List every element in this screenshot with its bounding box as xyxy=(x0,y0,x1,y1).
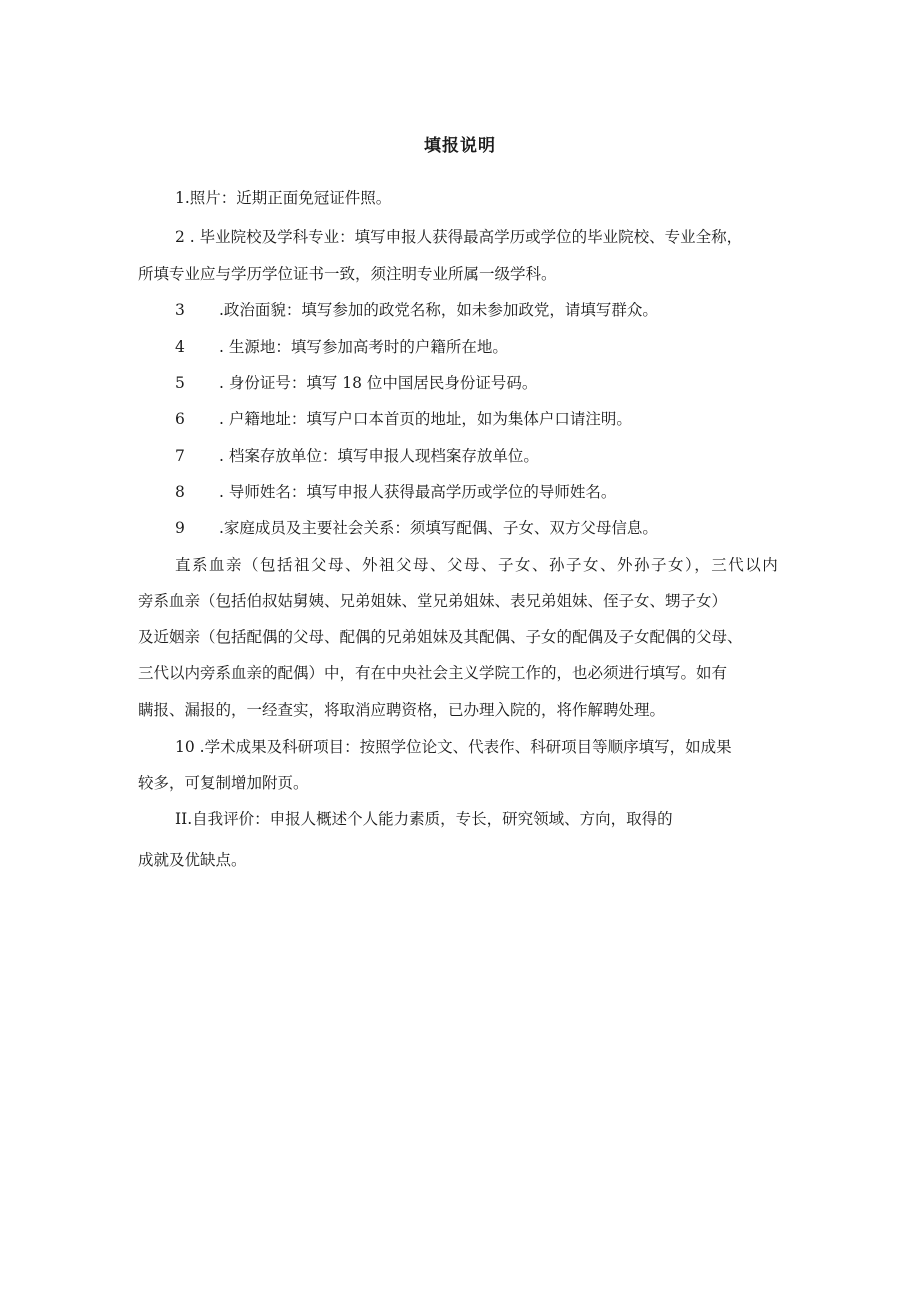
item-text: . 导师姓名：填写申报人获得最高学历或学位的导师姓名。 xyxy=(219,483,617,501)
family-note-line-1: 直系血亲（包括祖父母、外祖父母、父母、子女、孙子女、外孙子女），三代以内 xyxy=(175,556,780,574)
item-1-photo: 1.照片：近期正面免冠证件照。 xyxy=(175,189,392,207)
item-text: . 身份证号：填写 18 位中国居民身份证号码。 xyxy=(219,374,538,392)
item-10-research-line-1: 10 .学术成果及科研项目：按照学位论文、代表作、科研项目等顺序填写，如成果 xyxy=(175,738,732,756)
item-7-archive-unit xyxy=(175,446,539,466)
item-number: 3 xyxy=(175,301,185,319)
item-number: 8 xyxy=(175,483,185,501)
item-text: . 生源地：填写参加高考时的户籍所在地。 xyxy=(219,338,508,356)
item-2-school-line-1: 2 . 毕业院校及学科专业：填写申报人获得最高学历或学位的毕业院校、专业全称， xyxy=(175,228,743,246)
family-note-line-5: 瞒报、漏报的，一经查实，将取消应聘资格，已办理入院的，将作解聘处理。 xyxy=(138,701,666,719)
item-number: 7 xyxy=(175,447,185,465)
item-3-political-status xyxy=(175,300,658,320)
item-number: 6 xyxy=(175,410,185,428)
family-note-line-3: 及近姻亲（包括配偶的父母、配偶的兄弟姐妹及其配偶、子女的配偶及子女配偶的父母、 xyxy=(138,628,743,646)
item-2-school-line-2: 所填专业应与学历学位证书一致，须注明专业所属一级学科。 xyxy=(138,265,557,283)
item-8-supervisor xyxy=(175,482,616,502)
item-text: . 档案存放单位：填写申报人现档案存放单位。 xyxy=(219,447,539,465)
item-4-origin xyxy=(175,337,508,357)
item-text: .政治面貌：填写参加的政党名称，如未参加政党，请填写群众。 xyxy=(219,301,658,319)
item-6-address xyxy=(175,409,632,429)
item-11-self-evaluation-line-2: 成就及优缺点。 xyxy=(138,851,247,869)
item-text: .家庭成员及主要社会关系：须填写配偶、子女、双方父母信息。 xyxy=(219,519,658,537)
item-11-self-evaluation-line-1: II.自我评价：申报人概述个人能力素质，专长，研究领域、方向，取得的 xyxy=(175,810,673,828)
item-9-family xyxy=(175,518,658,538)
family-note-line-2: 旁系血亲（包括伯叔姑舅姨、兄弟姐妹、堂兄弟姐妹、表兄弟姐妹、侄子女、甥子女） xyxy=(138,592,728,610)
item-10-research-line-2: 较多，可复制增加附页。 xyxy=(138,774,309,792)
item-number: 9 xyxy=(175,519,185,537)
item-5-id-number xyxy=(175,373,537,393)
page-title: 填报说明 xyxy=(424,136,496,156)
item-text: . 户籍地址：填写户口本首页的地址，如为集体户口请注明。 xyxy=(219,410,632,428)
family-note-line-4: 三代以内旁系血亲的配偶）中，有在中央社会主义学院工作的，也必须进行填写。如有 xyxy=(138,664,728,682)
item-number: 5 xyxy=(175,374,185,392)
item-number: 4 xyxy=(175,338,185,356)
